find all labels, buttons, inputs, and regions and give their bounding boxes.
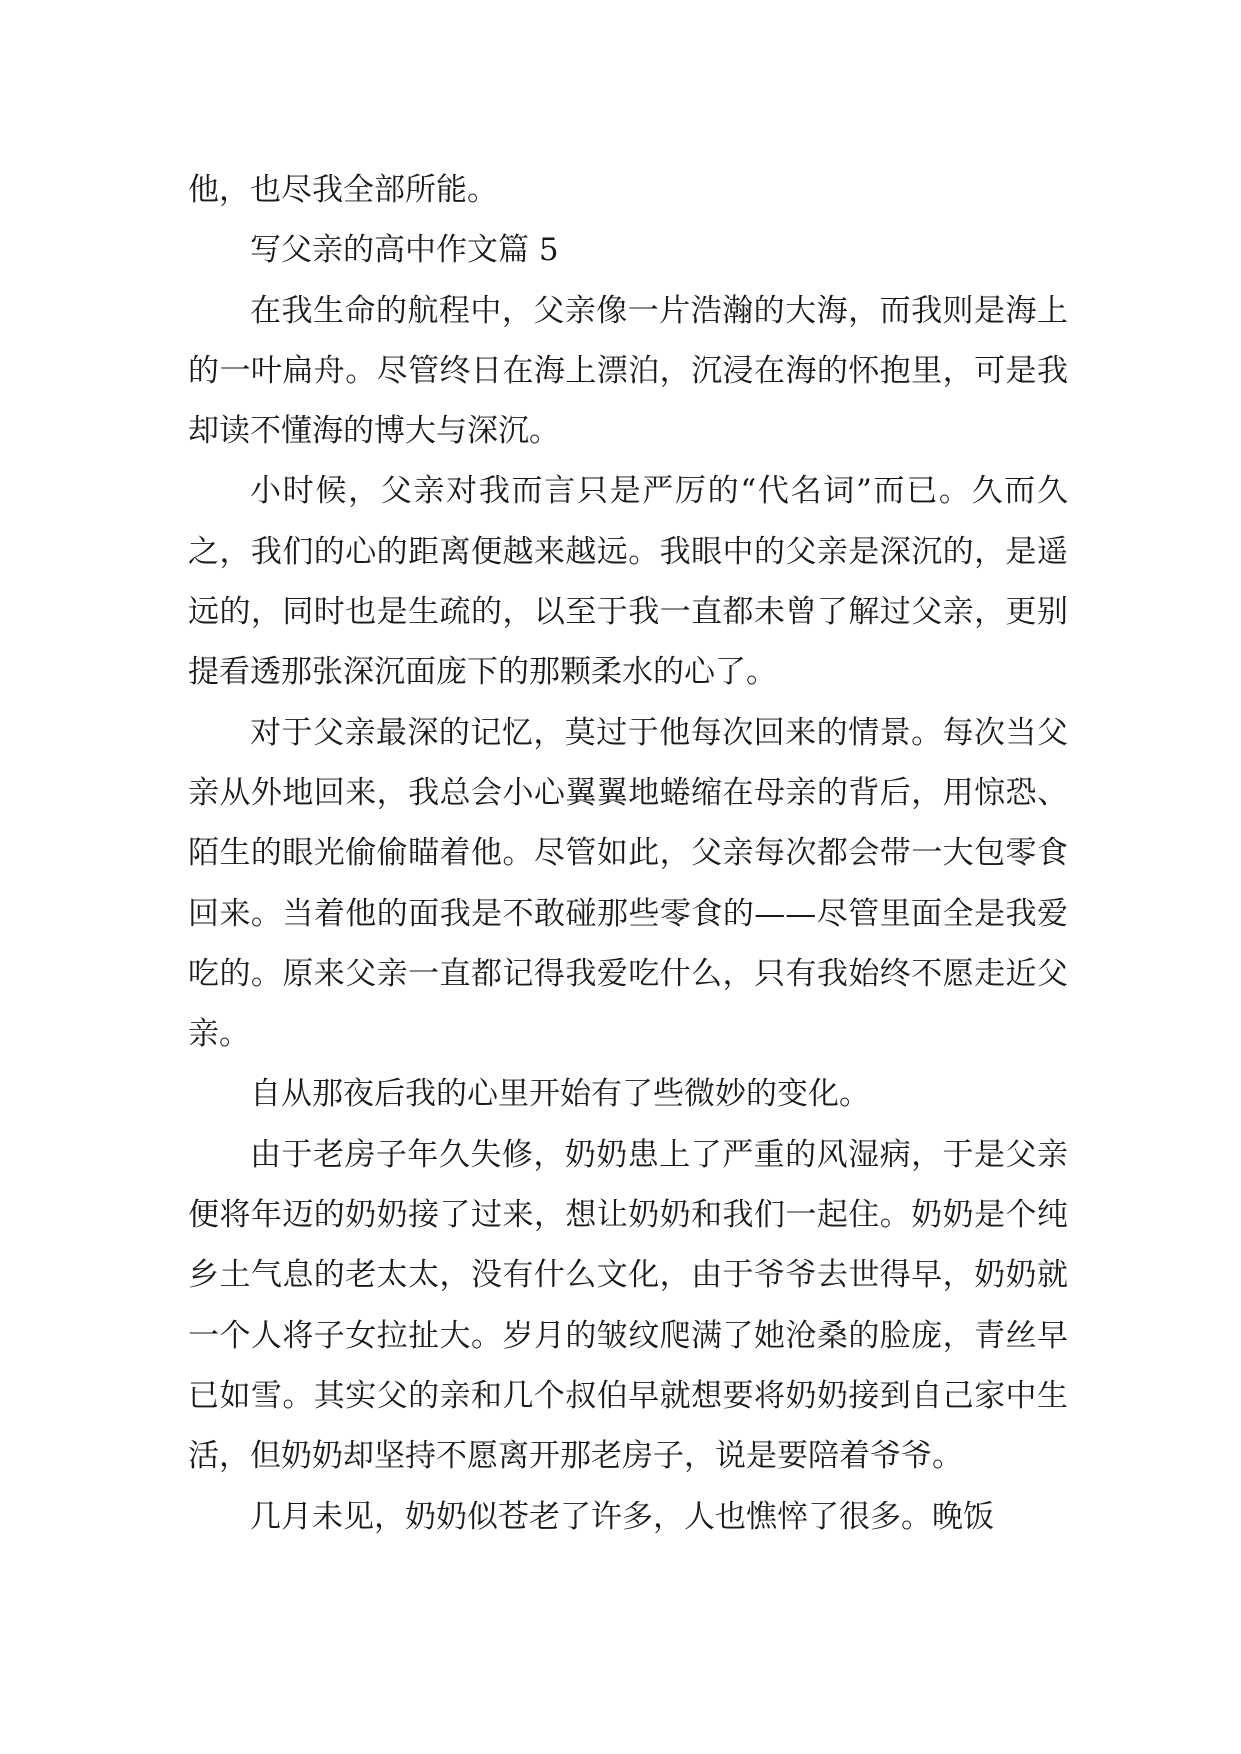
paragraph: 自从那夜后我的心里开始有了些微妙的变化。 [250, 1076, 870, 1113]
paragraph: 小时候，父亲对我而言只是严厉的“代名词”而已。久而久之，我们的心的距离便越来越远。我眼中的父亲是深沉的，是遥远的，同时也是生疏的，以至于我一直都未曾了解过父亲，更别提看透那张深沉面庞下的那颗柔水的心了。 [188, 473, 1068, 691]
paragraph: 对于父亲最深的记忆，莫过于他每次回来的情景。每次当父亲从外地回来，我总会小心翼翼地蜷缩在母亲的背后，用惊恐、陌生的眼光偷偷瞄着他。尽管如此，父亲每次都会带一大包零食回来。当着他的面我是不敢碰那些零食的——尽管里面全是我爱吃的。原来父亲一直都记得我爱吃什么，只有我始终不愿走近父亲。 [188, 714, 1068, 1053]
paragraph: 他，也尽我全部所能。 [188, 172, 498, 208]
paragraph: 几月未见，奶奶似苍老了许多，人也憔悴了很多。晚饭 [250, 1498, 994, 1535]
document-body [188, 160, 1068, 1547]
section-heading: 写父亲的高中作文篇 5 [250, 232, 559, 269]
paragraph: 由于老房子年久失修，奶奶患上了严重的风湿病，于是父亲便将年迈的奶奶接了过来，想让奶奶和我们一起住。奶奶是个纯乡土气息的老太太，没有什么文化，由于爷爷去世得早，奶奶就一个人将子女拉扯大。岁月的皱纹爬满了她沧桑的脸庞，青丝早已如雪。其实父的亲和几个叔伯早就想要将奶奶接到自己家中生活，但奶奶却坚持不愿离开那老房子，说是要陪着爷爷。 [188, 1136, 1068, 1475]
paragraph: 在我生命的航程中，父亲像一片浩瀚的大海，而我则是海上的一叶扁舟。尽管终日在海上漂泊，沉浸在海的怀抱里，可是我却读不懂海的博大与深沉。 [188, 292, 1068, 450]
